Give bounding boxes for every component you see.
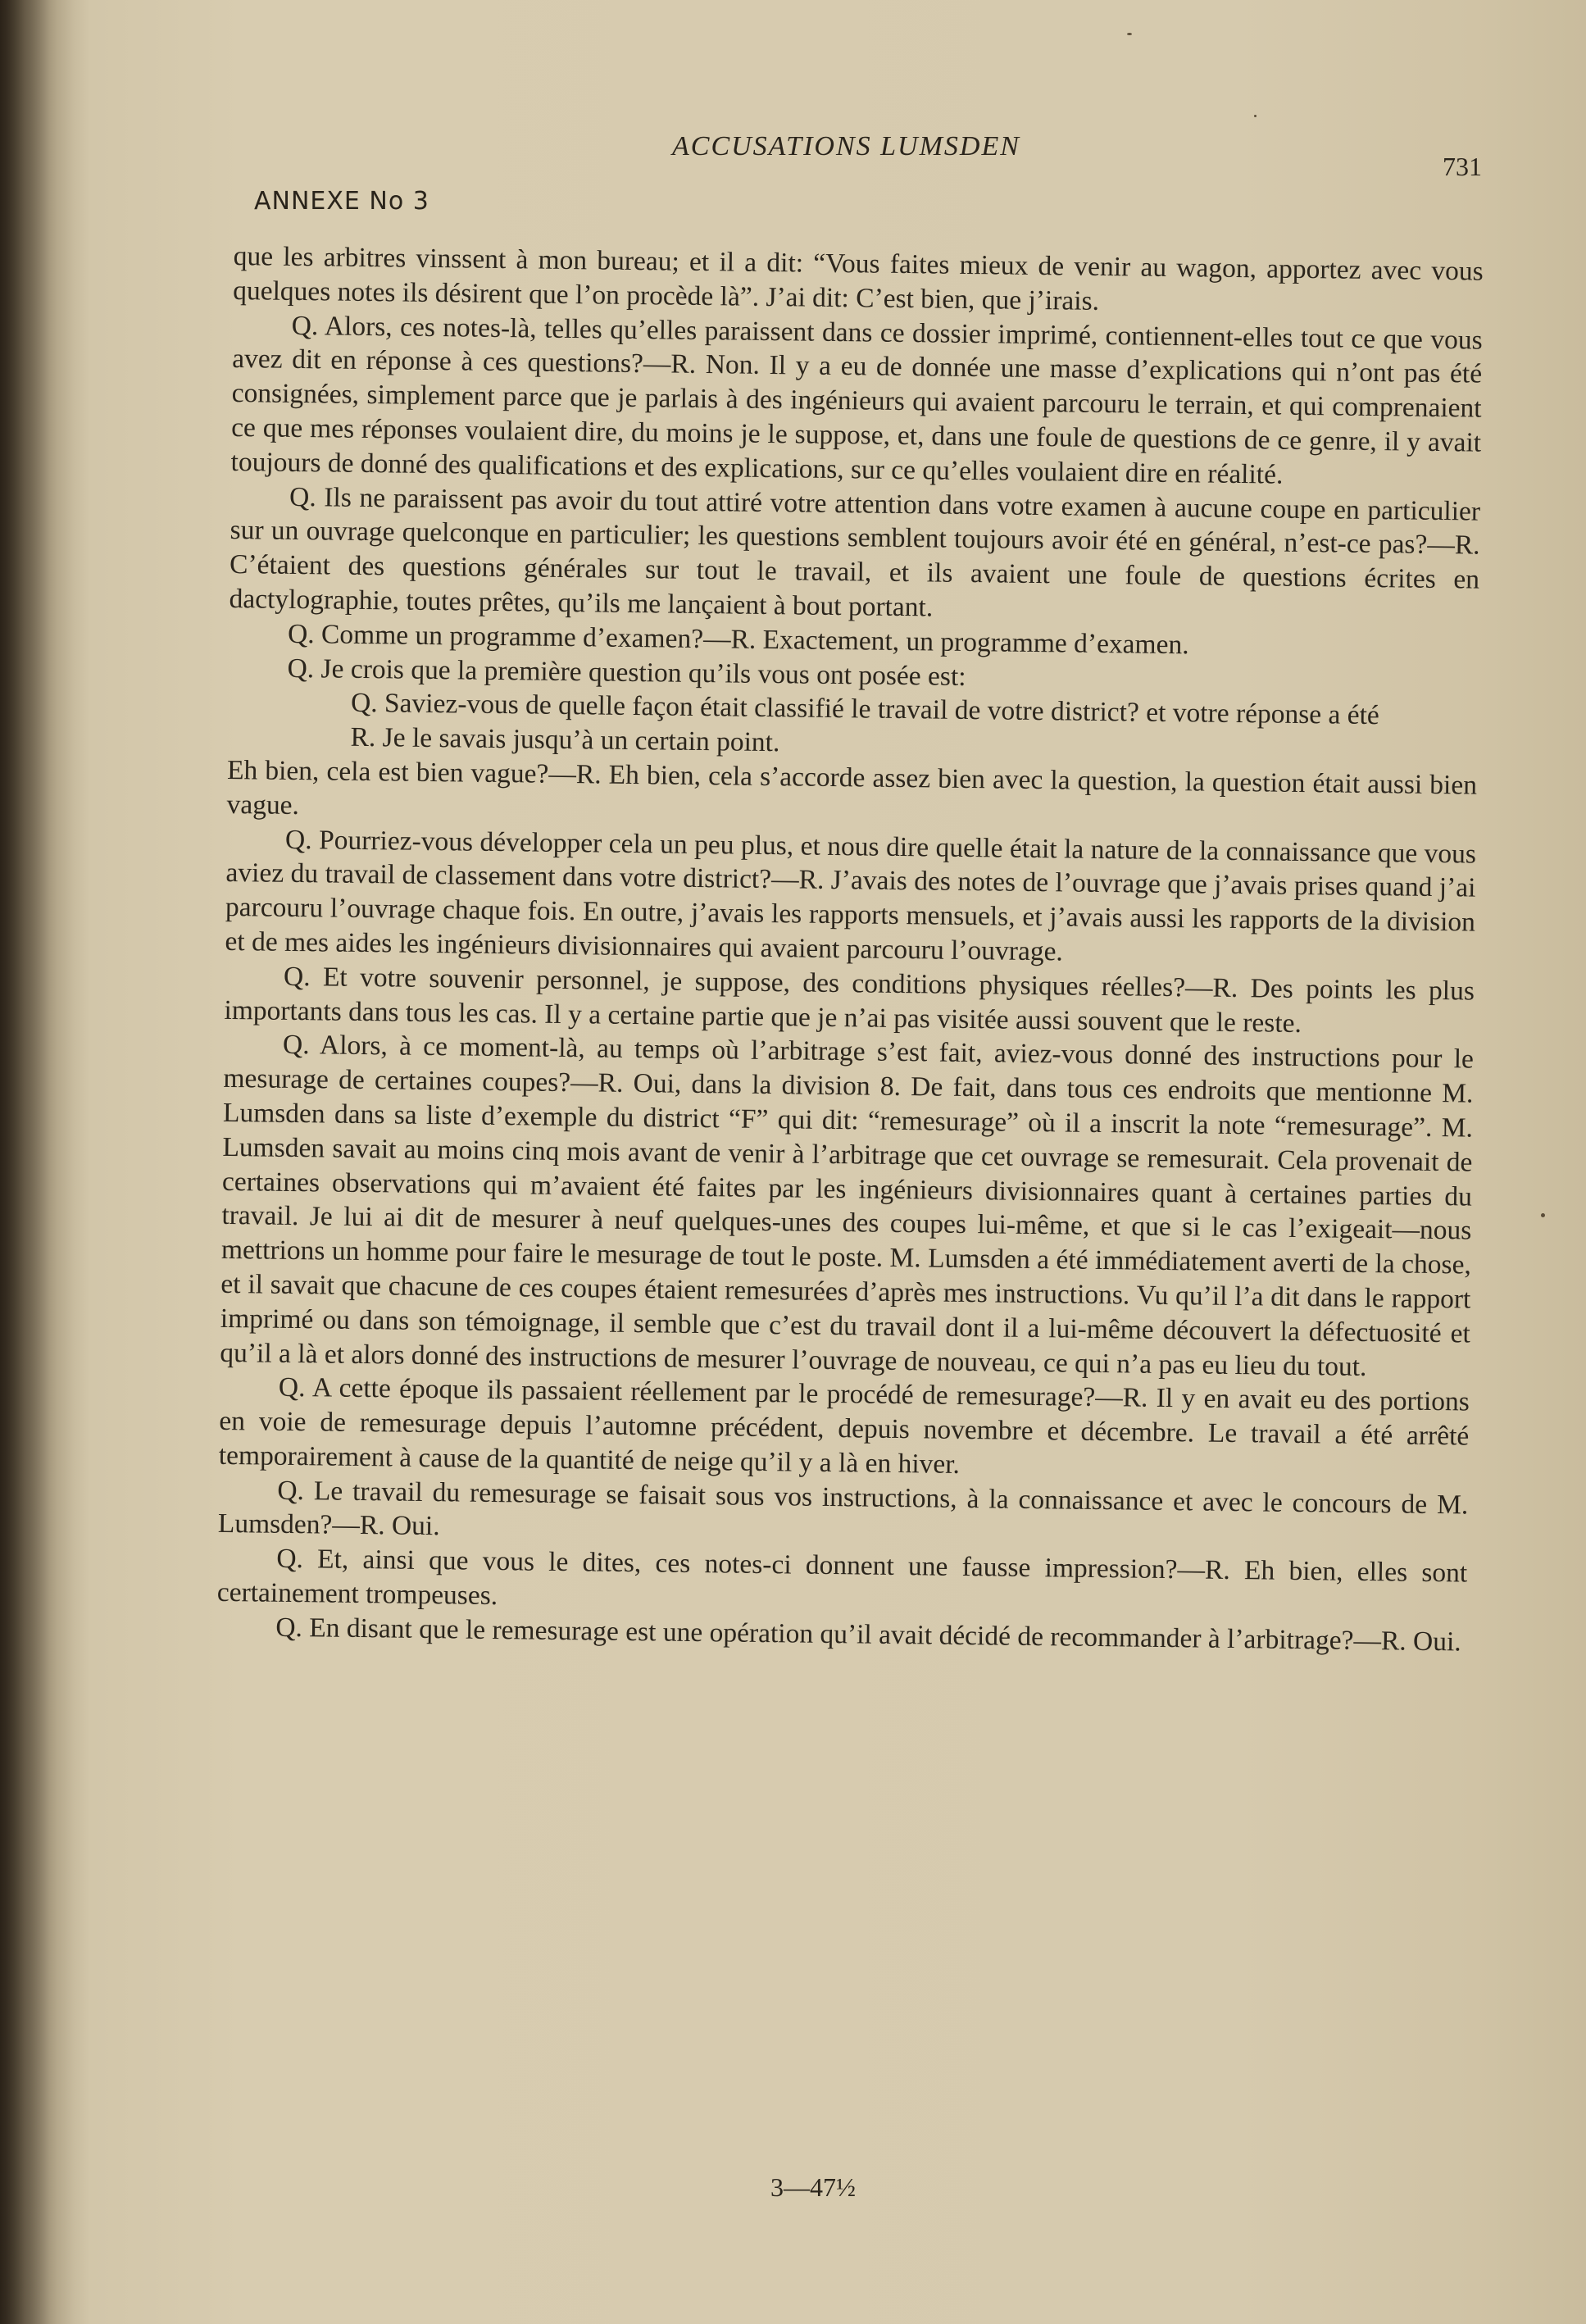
printer-signature-mark: 3—47½ [770,2172,856,2202]
paragraph: Q. En disant que le remesurage est une opération qu’il avait décidé de recommander à l’arbitrage?—R. Oui. [275,1612,1461,1658]
paragraph: Q. Pourriez-vous développer cela un peu plus, et nous dire quelle était la nature de la connaissance que vous aviez du travail de classement dans votre district?—R. J’avais des notes de l’ouvrage que j’avais prises quand j’ai parcouru l’ouvrage chaque fois. En outre, j’avais les rapports mensuels, et j’avais aussi les rapports de la division et de mes aides les ingénieurs divisionnaires qui avaient parcouru l’ouvrage. [225,824,1477,967]
page-number: 731 [1443,152,1482,181]
binding-gutter-shadow [0,0,74,2324]
paragraph: Eh bien, cela est bien vague?—R. Eh bien, cela s’accorde assez bien avec la question, la question était aussi bien vague. [226,754,1478,821]
paragraph: Q. Alors, à ce moment-là, au temps où l’arbitrage s’est fait, aviez-vous donné des instructions pour le mesurage de certaines coupes?—R. Oui, dans la division 8. De fait, dans tous ces endroits que mentionne M. Lumsden dans sa liste d’exemple du district “F” qui dit: “remesurage” où il a inscrit la note “remesurage”. M. Lumsden savait au moins cinq mois avant de venir à l’arbitrage que cet ouvrage se remesurait. Cela provenait de certaines observations qui m’avaient été faites par les ingénieurs divisionnaires quant à certaines parties du travail. Je lui ai dit de mesurer à neuf quelques-unes des coupes lui-même, et que si le cas l’exigeait—nous mettrions un homme pour faire le mesurage de tout le poste. M. Lumsden a été immédiatement averti de la chose, et il savait que chacune de ces coupes étaient remesurées d’après mes instructions. Vu qu’il l’a dit dans le rapport imprimé ou dans son témoignage, il semble que c’est du travail dont il a lui-même découvert la défectuosité et qu’il a là et alors donné des instructions de mesurer l’ouvrage de nouveau, ce qui n’a pas eu lieu du tout. [220,1030,1475,1382]
paragraph: R. Je le savais jusqu’à un certain point. [350,721,780,758]
body-text [216,239,1484,1659]
paragraph: Q. Alors, ces notes-là, telles qu’elles paraissent dans ce dossier imprimé, contiennent-elles tout ce que vous avez dit en réponse à ces questions?—R. Non. Il y a eu de donnée une masse d’explications qui n’ont pas été consignées, simplement parce que je parlais à des ingénieurs qui avaient parcouru le terrain, et qui comprenaient ce que mes réponses voulaient dire, du moins je le suppose, et, dans une foule de questions de ce genre, il y avait toujours de donné des qualifications et des explications, sur ce qu’elles voulaient dire en réalité. [230,310,1483,490]
running-head: ACCUSATIONS LUMSDEN [672,131,1020,161]
paragraph: Q. Saviez-vous de quelle façon était classifié le travail de votre district? et votre réponse a été [350,688,1380,731]
paragraph: Q. Comme un programme d’examen?—R. Exactement, un programme d’examen. [287,618,1189,661]
ink-speck [1541,1213,1545,1217]
ink-speck [1127,33,1132,35]
paragraph: Q. Et votre souvenir personnel, je suppose, des conditions physiques réelles?—R. Des points les plus importants dans tous les cas. Il y a certaine partie que je n’ai pas visitée aussi souvent que le reste. [224,961,1475,1039]
paragraph: que les arbitres vinssent à mon bureau; et il a dit: “Vous faites mieux de venir au wagon, apportez avec vous quelques notes ils désirent que l’on procède là”. J’ai dit: C’est bien, que j’irais. [233,240,1484,316]
paragraph: Q. Et, ainsi que vous le dites, ces notes-ci donnent une fausse impression?—R. Eh bien, elles sont certainement trompeuses. [216,1544,1468,1612]
annex-label: ANNEXE No 3 [254,187,429,216]
paragraph: Q. Le travail du remesurage se faisait sous vos instructions, à la connaissance et avec le concours de M. Lumsden?—R. Oui. [217,1475,1469,1542]
paragraph: Q. Je crois que la première question qu’ils vous ont posée est: [287,653,966,692]
paragraph: Q. Ils ne paraissent pas avoir du tout attiré votre attention dans votre examen à aucune coupe en particulier sur un ouvrage quelconque en particulier; les questions semblent toujours avoir été en général, n’est-ce pas?—R. C’étaient des questions générales sur tout le travail, et ils avaient une foule de questions écrites en dactylographie, toutes prêtes, qu’ils me lançaient à bout portant. [229,481,1481,623]
paragraph: Q. A cette époque ils passaient réellement par le procédé de remesurage?—R. Il y en avait eu des portions en voie de remesurage depuis l’automne précédent, depuis novembre et décembre. Le travail a été arrêté temporairement à cause de la quantité de neige qu’il y a là en hiver. [218,1372,1470,1480]
ink-speck [1254,115,1257,117]
